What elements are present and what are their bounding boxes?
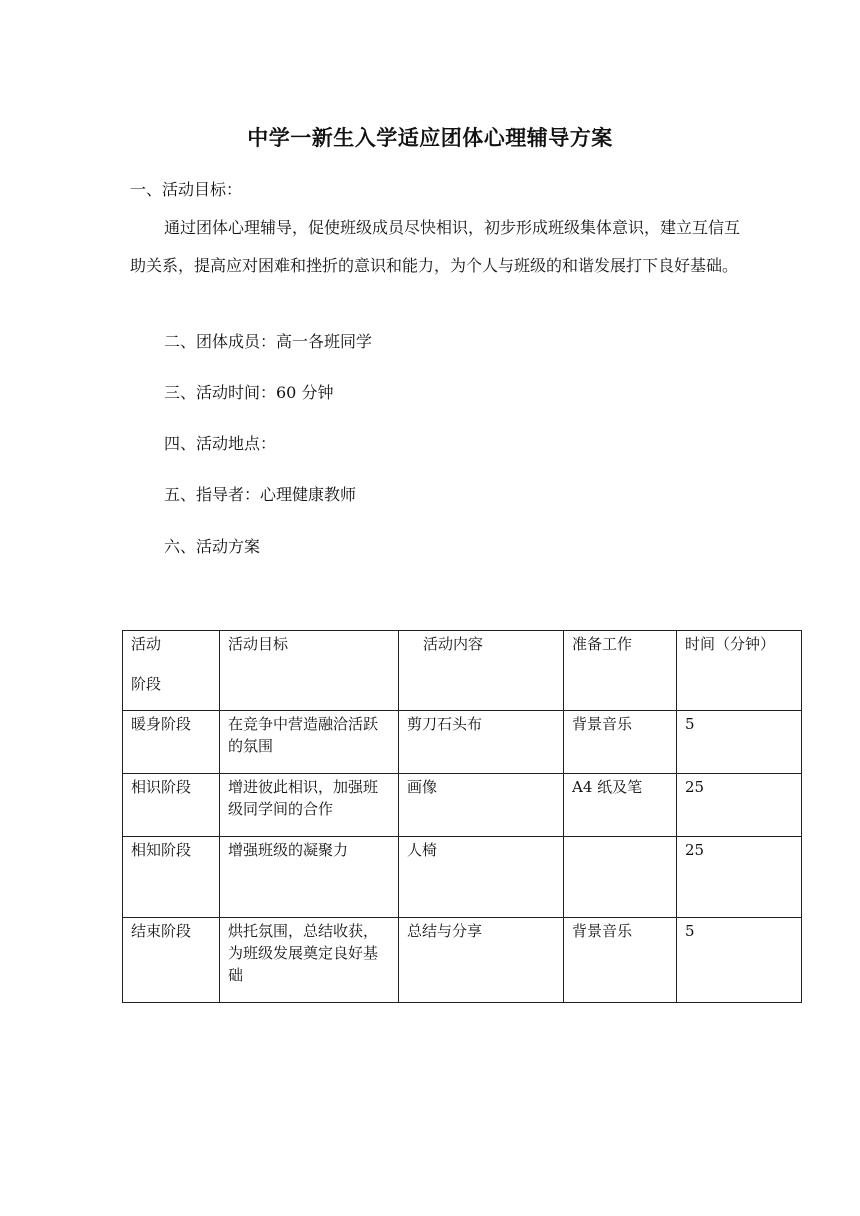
cell-prep: 背景音乐 bbox=[564, 918, 677, 1003]
header-stage-line2: 阶段 bbox=[131, 675, 162, 693]
cell-stage: 相识阶段 bbox=[123, 774, 220, 837]
cell-goal: 在竞争中营造融洽活跃的氛围 bbox=[220, 711, 399, 774]
cell-prep: A4 纸及笔 bbox=[564, 774, 677, 837]
document-title: 中学一新生入学适应团体心理辅导方案 bbox=[247, 126, 613, 150]
header-stage bbox=[123, 631, 220, 711]
cell-goal: 增强班级的凝聚力 bbox=[220, 837, 399, 918]
table-header-row bbox=[123, 631, 802, 711]
cell-stage: 结束阶段 bbox=[123, 918, 220, 1003]
cell-content: 画像 bbox=[399, 774, 564, 837]
cell-time: 25 bbox=[677, 837, 802, 918]
cell-stage: 暖身阶段 bbox=[123, 711, 220, 774]
table-row bbox=[123, 837, 802, 918]
header-time: 时间（分钟） bbox=[677, 631, 802, 711]
cell-time: 5 bbox=[677, 711, 802, 774]
table-row bbox=[123, 918, 802, 1003]
section-instructor: 五、指导者：心理健康教师 bbox=[164, 485, 357, 504]
cell-goal: 烘托氛围，总结收获，为班级发展奠定良好基础 bbox=[220, 918, 399, 1003]
header-prep: 准备工作 bbox=[564, 631, 677, 711]
section-time: 三、活动时间：60 分钟 bbox=[164, 383, 334, 402]
table-row bbox=[123, 774, 802, 837]
cell-time: 25 bbox=[677, 774, 802, 837]
section-goal-heading: 一、活动目标： bbox=[130, 180, 243, 199]
header-stage-line1: 活动 bbox=[131, 635, 162, 653]
section-location: 四、活动地点： bbox=[164, 434, 277, 453]
cell-time: 5 bbox=[677, 918, 802, 1003]
section-goal-body: 通过团体心理辅导，促使班级成员尽快相识，初步形成班级集体意识，建立互信互助关系，提高应对困难和挫折的意识和能力，为个人与班级的和谐发展打下良好基础。 bbox=[130, 218, 741, 275]
section-members: 二、团体成员：高一各班同学 bbox=[164, 332, 373, 351]
cell-content: 人椅 bbox=[399, 837, 564, 918]
section-plan-heading: 六、活动方案 bbox=[164, 537, 261, 556]
header-content: 活动内容 bbox=[399, 631, 564, 711]
table-row bbox=[123, 711, 802, 774]
header-goal: 活动目标 bbox=[220, 631, 399, 711]
cell-prep bbox=[564, 837, 677, 918]
cell-goal: 增进彼此相识，加强班级同学间的合作 bbox=[220, 774, 399, 837]
cell-stage: 相知阶段 bbox=[123, 837, 220, 918]
cell-content: 剪刀石头布 bbox=[399, 711, 564, 774]
activity-plan-table bbox=[122, 630, 802, 1003]
cell-prep: 背景音乐 bbox=[564, 711, 677, 774]
cell-content: 总结与分享 bbox=[399, 918, 564, 1003]
